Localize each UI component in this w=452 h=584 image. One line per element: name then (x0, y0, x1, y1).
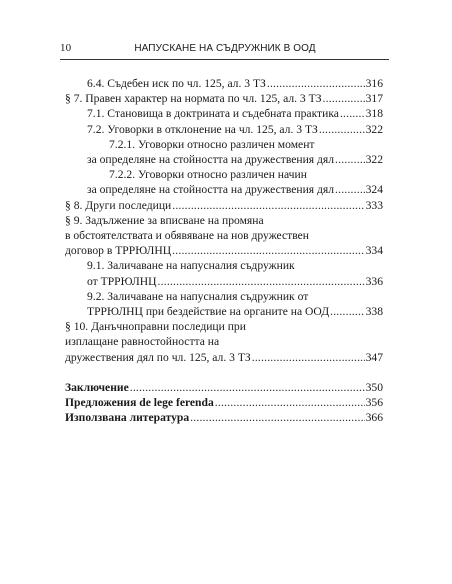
toc-entry-page: 350 (365, 380, 383, 394)
toc-entry-label: 7.1. Становища в доктрината и съдебната практика (87, 107, 339, 121)
toc-entry-page: 322 (365, 122, 383, 136)
toc-entry-proposals (65, 395, 383, 410)
toc-entry (65, 182, 383, 197)
toc-entry-label: договор в ТРРЮЛНЦ (65, 244, 172, 258)
toc-entry-page: 356 (365, 396, 383, 410)
dot-leader (335, 182, 365, 197)
toc-entry (65, 122, 383, 137)
toc-entry-label: от ТРРЮЛНЦ (87, 274, 157, 288)
toc-entry-page: 316 (365, 77, 383, 90)
dot-leader (319, 122, 365, 137)
toc-entry-label: ТРРЮЛНЦ при бездействие на органите на ООД (87, 305, 330, 319)
dot-leader (323, 91, 365, 106)
dot-leader (190, 410, 364, 425)
dot-leader (335, 152, 365, 167)
toc-entry-label: Заключение (65, 380, 129, 394)
header-rule (60, 59, 389, 60)
toc-entry-line: 9.1. Заличаване на напусналия съдружник (87, 259, 295, 273)
dot-leader (330, 304, 365, 319)
toc-entry-label: Използвана литература (65, 411, 190, 425)
toc-entry-page: 318 (365, 107, 383, 121)
toc-entry-line: § 9. Задължение за вписване на промяна (65, 213, 264, 227)
running-title: НАПУСКАНЕ НА СЪДРУЖНИК В ООД (134, 43, 316, 54)
toc-entry-conclusion (65, 380, 383, 395)
running-head (60, 42, 390, 58)
dot-leader (130, 380, 365, 395)
toc-entry-label: § 8. Други последици (65, 198, 172, 212)
toc-entry (65, 91, 383, 106)
toc-entry (65, 106, 383, 121)
dot-leader (340, 106, 365, 121)
table-of-contents (65, 76, 383, 425)
toc-entry-page: 317 (365, 92, 383, 106)
toc-entry-page: 322 (365, 153, 383, 167)
toc-entry-line: 9.2. Заличаване на напусналия съдружник от (87, 289, 309, 303)
toc-entry-page: 333 (365, 198, 383, 212)
toc-entry-label: за определяне на стойността на дружествения дял (87, 153, 335, 167)
dot-leader (172, 243, 364, 258)
toc-entry (65, 243, 383, 258)
toc-entry-page: 324 (365, 183, 383, 197)
toc-entry-page: 338 (365, 305, 383, 319)
toc-entry-label: за определяне на стойността на дружествения дял (87, 183, 335, 197)
toc-entry-label: Предложения de lege ferenda (65, 396, 214, 410)
dot-leader (267, 76, 365, 91)
toc-entry (65, 198, 383, 213)
dot-leader (215, 395, 365, 410)
toc-entry-label: 7.2. Уговорки в отклонение на чл. 125, ал. 3 ТЗ (87, 122, 318, 136)
toc-entry-label: дружествения дял по чл. 125, ал. 3 ТЗ (65, 350, 251, 364)
dot-leader (158, 274, 365, 289)
page-number: 10 (60, 42, 72, 54)
toc-entry-page: 334 (365, 244, 383, 258)
toc-entry (65, 152, 383, 167)
toc-entry-label: § 7. Правен характер на нормата по чл. 125, ал. 3 ТЗ (65, 92, 322, 106)
toc-entry (65, 350, 383, 365)
dot-leader (252, 350, 365, 365)
toc-entry-line: 7.2.2. Уговорки относно различен начин (109, 168, 307, 182)
toc-entry-line: изплащане равностойността на (65, 335, 220, 349)
toc-entry-page: 336 (365, 274, 383, 288)
dot-leader (172, 198, 364, 213)
toc-entry-page: 366 (365, 411, 383, 425)
toc-entry (65, 274, 383, 289)
toc-entry (65, 76, 383, 91)
toc-entry-label: 6.4. Съдебен иск по чл. 125, ал. 3 ТЗ (87, 77, 266, 90)
toc-entry-literature (65, 410, 383, 425)
toc-entry (65, 304, 383, 319)
toc-entry-page: 347 (365, 350, 383, 364)
toc-entry-line: в обстоятелствата и обявяване на нов дружествен (65, 229, 309, 243)
toc-entry-line: 7.2.1. Уговорки относно различен момент (109, 137, 315, 151)
toc-entry-line: § 10. Данъчноправни последици при (65, 320, 246, 334)
